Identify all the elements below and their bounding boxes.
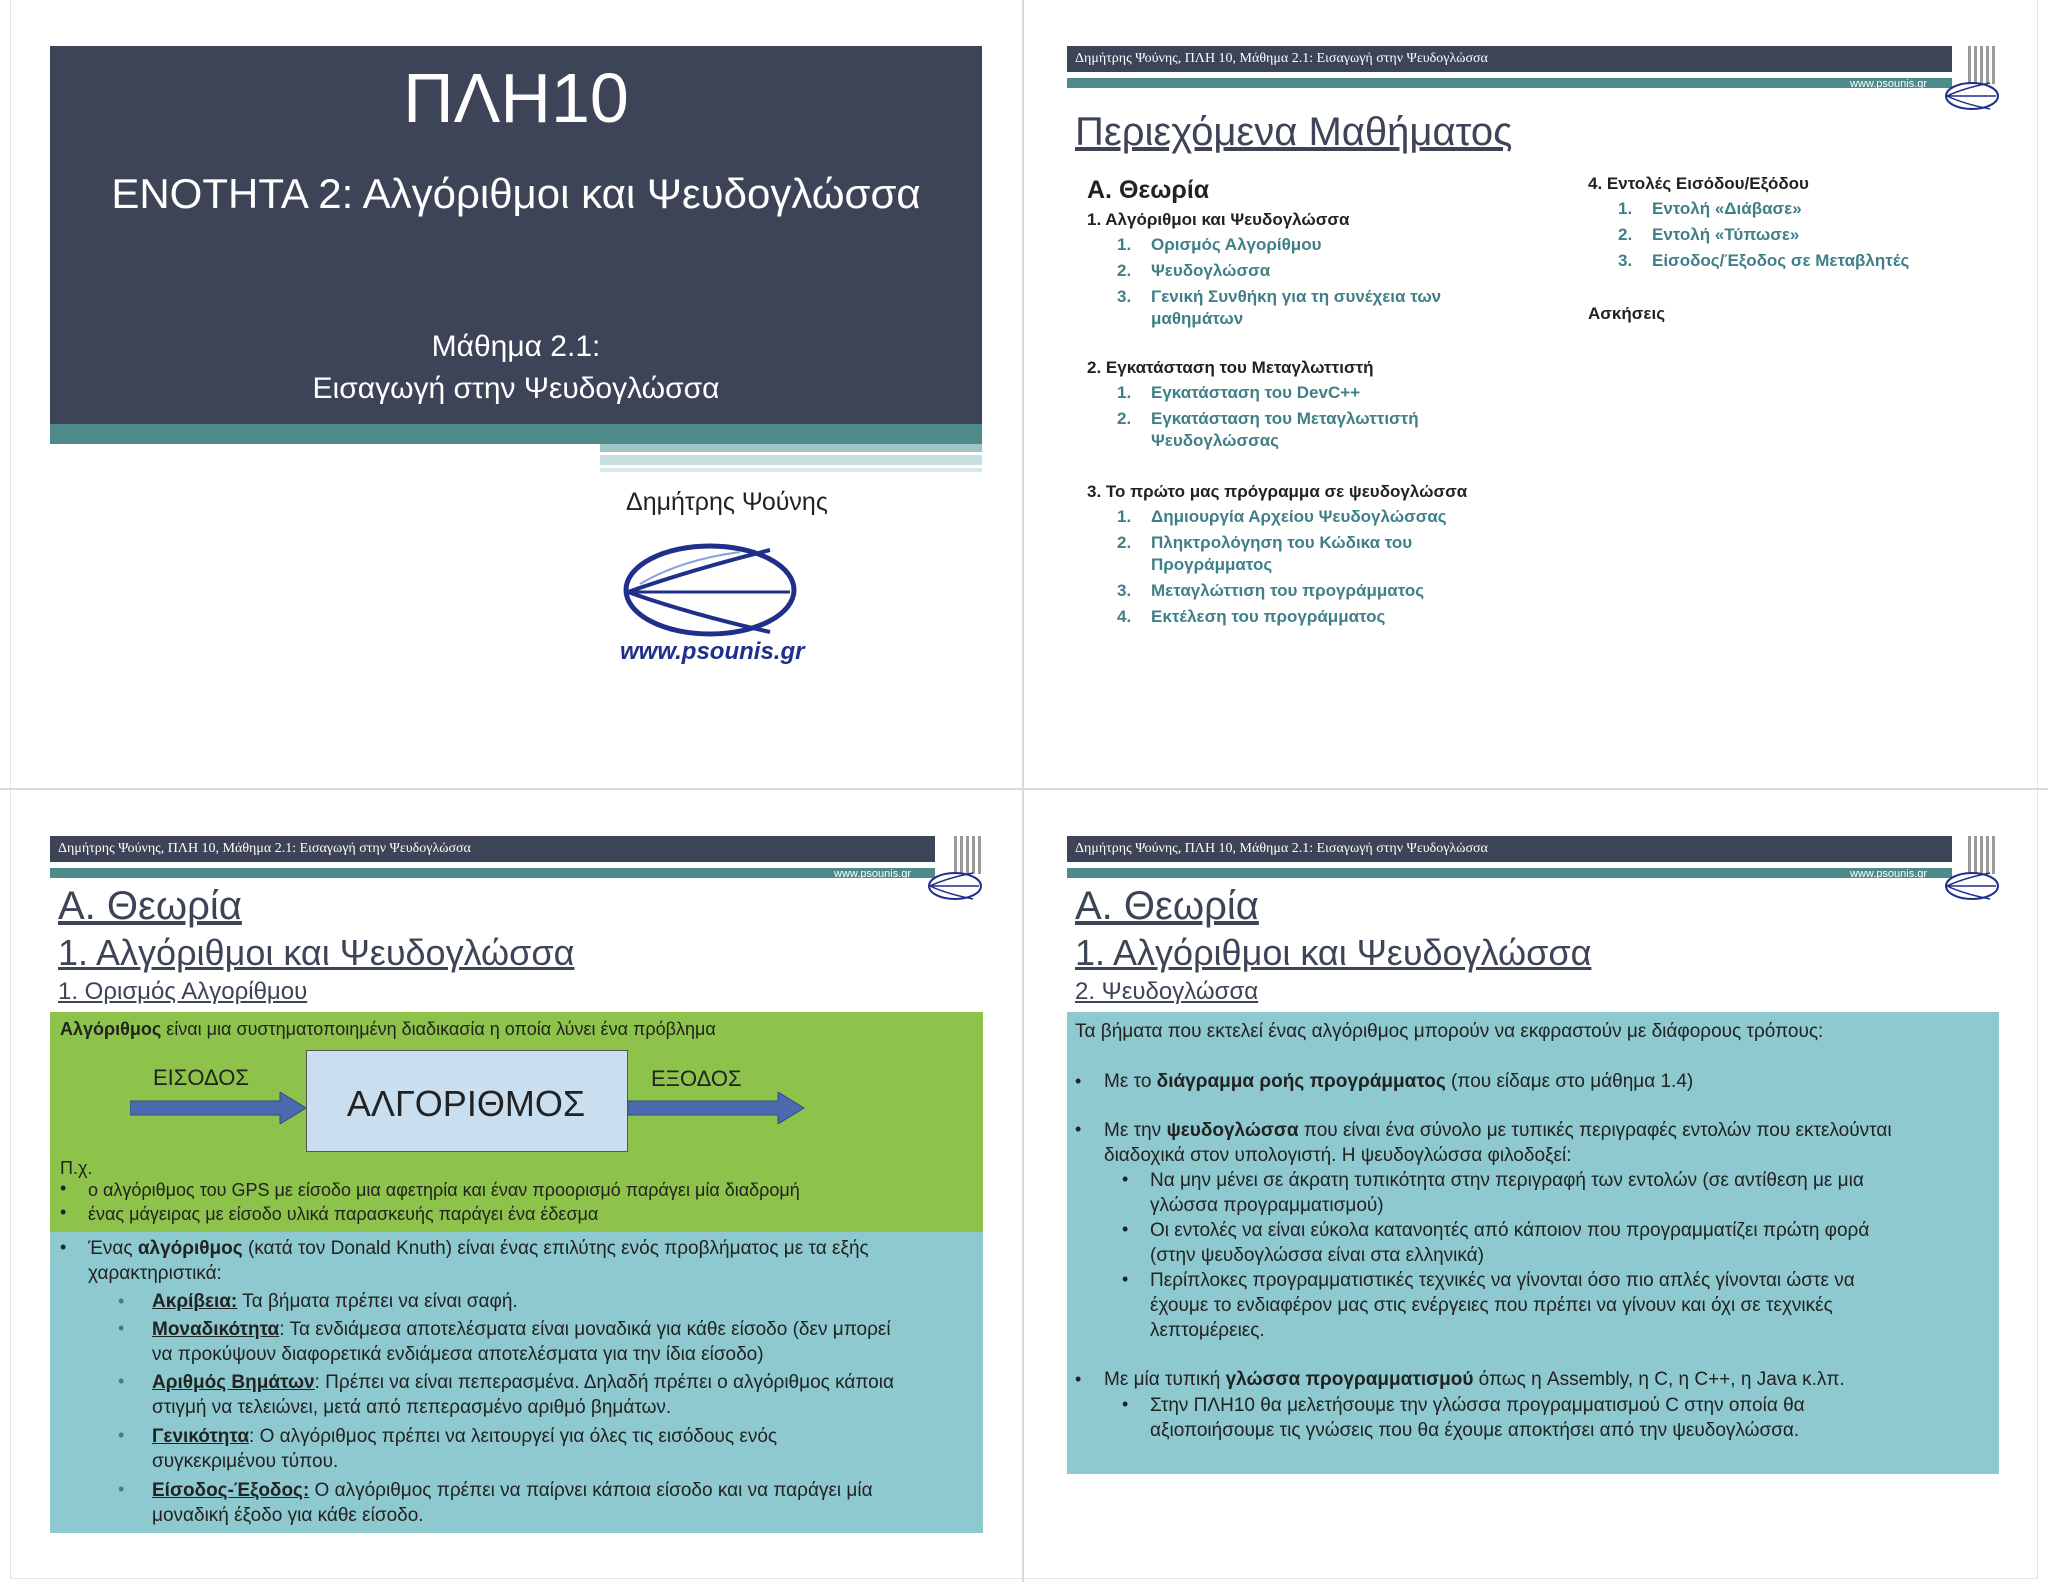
slide-1-lesson xyxy=(50,326,982,410)
aim-2: Οι εντολές να είναι εύκολα κατανοητές από κάποιον που προγραμματίζει πρώτη φορά (στην ψευδογλώσσα είναι στα ελληνικά) xyxy=(1150,1220,1870,1266)
decor-bars xyxy=(1960,46,1996,84)
header-text: Δημήτρης Ψούνης, ΠΛΗ 10, Μάθημα 2.1: Εισαγωγή στην Ψευδογλώσσα xyxy=(58,841,471,856)
banner-strip xyxy=(600,444,982,452)
pseudolanguage-item: Με την ψευδογλώσσα που είναι ένα σύνολο με τυπικές περιγραφές εντολών που εκτελούνται διαδοχικά στον υπολογιστή. Η ψευδογλώσσα φιλοδοξεί: xyxy=(1104,1120,1892,1166)
slide-1-subtitle: ΕΝΟΤΗΤΑ 2: Αλγόριθμοι και Ψευδογλώσσα xyxy=(111,170,921,217)
toc-theory: Α. Θεωρία xyxy=(1087,176,1210,204)
toc-section-1: 1. Αλγόριθμοι και Ψευδογλώσσα xyxy=(1087,210,1350,229)
aim-3: Περίπλοκες προγραμματιστικές τεχνικές να γίνονται όσο πιο απλές γίνονται ώστε να έχουμε το ενδιαφέρον μας στις ενέργειες που πρέπει να γίνουν και όχι σε τεχνικές λεπτομέρειες. xyxy=(1150,1270,1855,1341)
toc-item: 3. Είσοδος/Έξοδος σε Μεταβλητές xyxy=(1618,251,1910,270)
vertical-divider xyxy=(1022,0,1024,1582)
toc-item: 1. Εντολή «Διάβασε» xyxy=(1618,199,1802,218)
property-steps: Αριθμός Βημάτων: Πρέπει να είναι πεπερασμένα. Δηλαδή πρέπει ο αλγόριθμος κάποια στιγμή να τελειώνει, μετά από πεπερασμένο αριθμό βημάτων. xyxy=(152,1372,894,1418)
bullet: • xyxy=(1075,1119,1082,1139)
algorithm-label: ΑΛΓΟΡΙΘΜΟΣ xyxy=(346,1083,586,1124)
bullet: • xyxy=(118,1291,125,1311)
slide-number: 2 xyxy=(1955,56,1964,76)
header-url: www.psounis.gr xyxy=(834,868,912,880)
example-label: Π.χ. xyxy=(60,1158,93,1178)
aim-1: Να μην μένει σε άκρατη τυπικότητα στην περιγραφή των εντολών (σε αντίθεση με μια γλώσσα προγραμματισμού) xyxy=(1150,1170,1864,1216)
slide-number: 3 xyxy=(938,846,947,866)
slide-header xyxy=(50,836,935,862)
bullet: • xyxy=(60,1237,67,1257)
toc-item: 4. Εκτέλεση του προγράμματος xyxy=(1117,607,1386,626)
bullet: • xyxy=(1122,1269,1129,1289)
toc-item: 2. Εντολή «Τύπωσε» xyxy=(1618,225,1800,244)
toc-section-4: 4. Εντολές Εισόδου/Εξόδου xyxy=(1588,174,1809,193)
input-label: ΕΙΣΟΔΟΣ xyxy=(153,1065,249,1090)
header-strip xyxy=(50,868,935,878)
slide-4-subheading: 1. Αλγόριθμοι και Ψευδογλώσσα xyxy=(1075,932,1592,973)
bullet: • xyxy=(1122,1219,1129,1239)
knuth-text: Ένας αλγόριθμος (κατά τον Donald Knuth) είναι ένας επιλύτης ενός προβλήματος με τα εξής χαρακτηριστικά: xyxy=(88,1238,869,1284)
toc-section-3: 3. Το πρώτο μας πρόγραμμα σε ψευδογλώσσα xyxy=(1087,482,1468,501)
definition-text: Αλγόριθμος είναι μια συστηματοποιημένη διαδικασία η οποία λύνει ένα πρόβλημα xyxy=(60,1019,716,1039)
bullet: • xyxy=(1075,1369,1082,1389)
bullet: • xyxy=(60,1178,67,1198)
example-2: ένας μάγειρας με είσοδο υλικά παρασκευής παράγει ένα έδεσμα xyxy=(88,1204,599,1224)
property-generality: Γενικότητα: Ο αλγόριθμος πρέπει να λειτουργεί για όλες τις εισόδους ενός συγκεκριμένου τύπου. xyxy=(152,1426,778,1472)
c-language-note: Στην ΠΛΗ10 θα μελετήσουμε την γλώσσα προγραμματισμού C στην οποία θα αξιοποιήσουμε τις γνώσεις που θα έχουμε αποκτήσει από την ψευδογλώσσα. xyxy=(1150,1395,1805,1441)
toc-item: 1. Ορισμός Αλγορίθμου xyxy=(1117,235,1322,254)
slide-3-section: 1. Ορισμός Αλγορίθμου xyxy=(58,978,308,1005)
horizontal-divider xyxy=(0,788,2048,790)
header-url: www.psounis.gr xyxy=(1850,868,1928,880)
psounis-logo-icon xyxy=(620,540,800,640)
toc-item: 3. Μεταγλώττιση του προγράμματος xyxy=(1117,581,1425,600)
header-strip xyxy=(1067,868,1952,878)
bullet: • xyxy=(1075,1071,1082,1091)
decor-bars xyxy=(946,836,982,874)
header-strip xyxy=(1067,78,1952,88)
psounis-logo-icon xyxy=(1944,80,2000,112)
psounis-logo-icon xyxy=(1944,870,2000,902)
property-io: Είσοδος-Έξοδος: Ο αλγόριθμος πρέπει να παίρνει κάποια είσοδο και να παράγει μία μοναδική έξοδο για κάθε είσοδο. xyxy=(152,1480,873,1526)
bullet: • xyxy=(1122,1169,1129,1189)
lesson-title: Εισαγωγή στην Ψευδογλώσσα xyxy=(312,372,720,405)
slide-header xyxy=(1067,46,1952,72)
banner-strip xyxy=(50,424,982,444)
toc-exercises: Ασκήσεις xyxy=(1588,304,1666,323)
property-accuracy: Ακρίβεια: Τα βήματα πρέπει να είναι σαφή. xyxy=(152,1291,518,1312)
bullet: • xyxy=(60,1202,67,1222)
bullet: • xyxy=(1122,1394,1129,1414)
toc-item: 3. Γενική Συνθήκη για τη συνέχεια των μαθημάτων xyxy=(1117,287,1442,328)
flowchart-item: Με το διάγραμμα ροής προγράμματος (που είδαμε στο μάθημα 1.4) xyxy=(1104,1071,1694,1092)
banner-strip xyxy=(600,468,982,472)
banner-strip xyxy=(600,455,982,465)
lesson-number: Μάθημα 2.1: xyxy=(431,330,601,363)
slide-header xyxy=(1067,836,1952,862)
logo-url: www.psounis.gr xyxy=(620,638,805,665)
toc-item: 2. Πληκτρολόγηση του Κώδικα του Προγράμματος xyxy=(1117,533,1413,574)
toc-item: 1. Δημιουργία Αρχείου Ψευδογλώσσας xyxy=(1117,507,1447,526)
property-uniqueness: Μοναδικότητα: Τα ενδιάμεσα αποτελέσματα είναι μοναδικά για κάθε είσοδο (δεν μπορεί να προκύψουν διαφορετικά ενδιάμεσα αποτελέσματα για την ίδια είσοδο) xyxy=(152,1319,891,1365)
programming-language-item: Με μία τυπική γλώσσα προγραμματισμού όπως η Assembly, η C, η C++, η Java κ.λπ. xyxy=(1104,1369,1845,1390)
toc-item: 2. Εγκατάσταση του Μεταγλωττιστή Ψευδογλώσσας xyxy=(1117,409,1419,450)
bullet: • xyxy=(118,1425,125,1445)
slide-2-title: Περιεχόμενα Μαθήματος xyxy=(1075,110,1513,154)
author-name: Δημήτρης Ψούνης xyxy=(626,488,828,516)
slide-number: 4 xyxy=(1955,846,1964,866)
example-1: ο αλγόριθμος του GPS με είσοδο μια αφετηρία και έναν προορισμό παράγει μία διαδρομή xyxy=(88,1180,800,1200)
toc-item: 1. Εγκατάσταση του DevC++ xyxy=(1117,383,1361,402)
psounis-logo-icon xyxy=(927,870,983,902)
input-arrow-icon xyxy=(130,1092,308,1124)
bullet: • xyxy=(118,1318,125,1338)
header-text: Δημήτρης Ψούνης, ΠΛΗ 10, Μάθημα 2.1: Εισαγωγή στην Ψευδογλώσσα xyxy=(1075,841,1488,856)
decor-bars xyxy=(1960,836,1996,874)
slide-4-section: 2. Ψευδογλώσσα xyxy=(1075,978,1259,1005)
toc-item: 2. Ψευδογλώσσα xyxy=(1117,261,1271,280)
intro-text: Τα βήματα που εκτελεί ένας αλγόριθμος μπορούν να εκφραστούν με διάφορους τρόπους: xyxy=(1075,1021,1824,1042)
slide-1-title: ΠΛΗ10 xyxy=(403,59,629,137)
header-text: Δημήτρης Ψούνης, ΠΛΗ 10, Μάθημα 2.1: Εισαγωγή στην Ψευδογλώσσα xyxy=(1075,51,1488,66)
toc-section-2: 2. Εγκατάσταση του Μεταγλωττιστή xyxy=(1087,358,1374,377)
output-arrow-icon xyxy=(628,1092,806,1124)
slide-3-subheading: 1. Αλγόριθμοι και Ψευδογλώσσα xyxy=(58,932,575,973)
bullet: • xyxy=(118,1371,125,1391)
slide-3-heading: Α. Θεωρία xyxy=(58,884,242,928)
output-label: ΕΞΟΔΟΣ xyxy=(651,1066,742,1091)
slide-4-heading: Α. Θεωρία xyxy=(1075,884,1259,928)
header-url: www.psounis.gr xyxy=(1850,78,1928,90)
bullet: • xyxy=(118,1479,125,1499)
